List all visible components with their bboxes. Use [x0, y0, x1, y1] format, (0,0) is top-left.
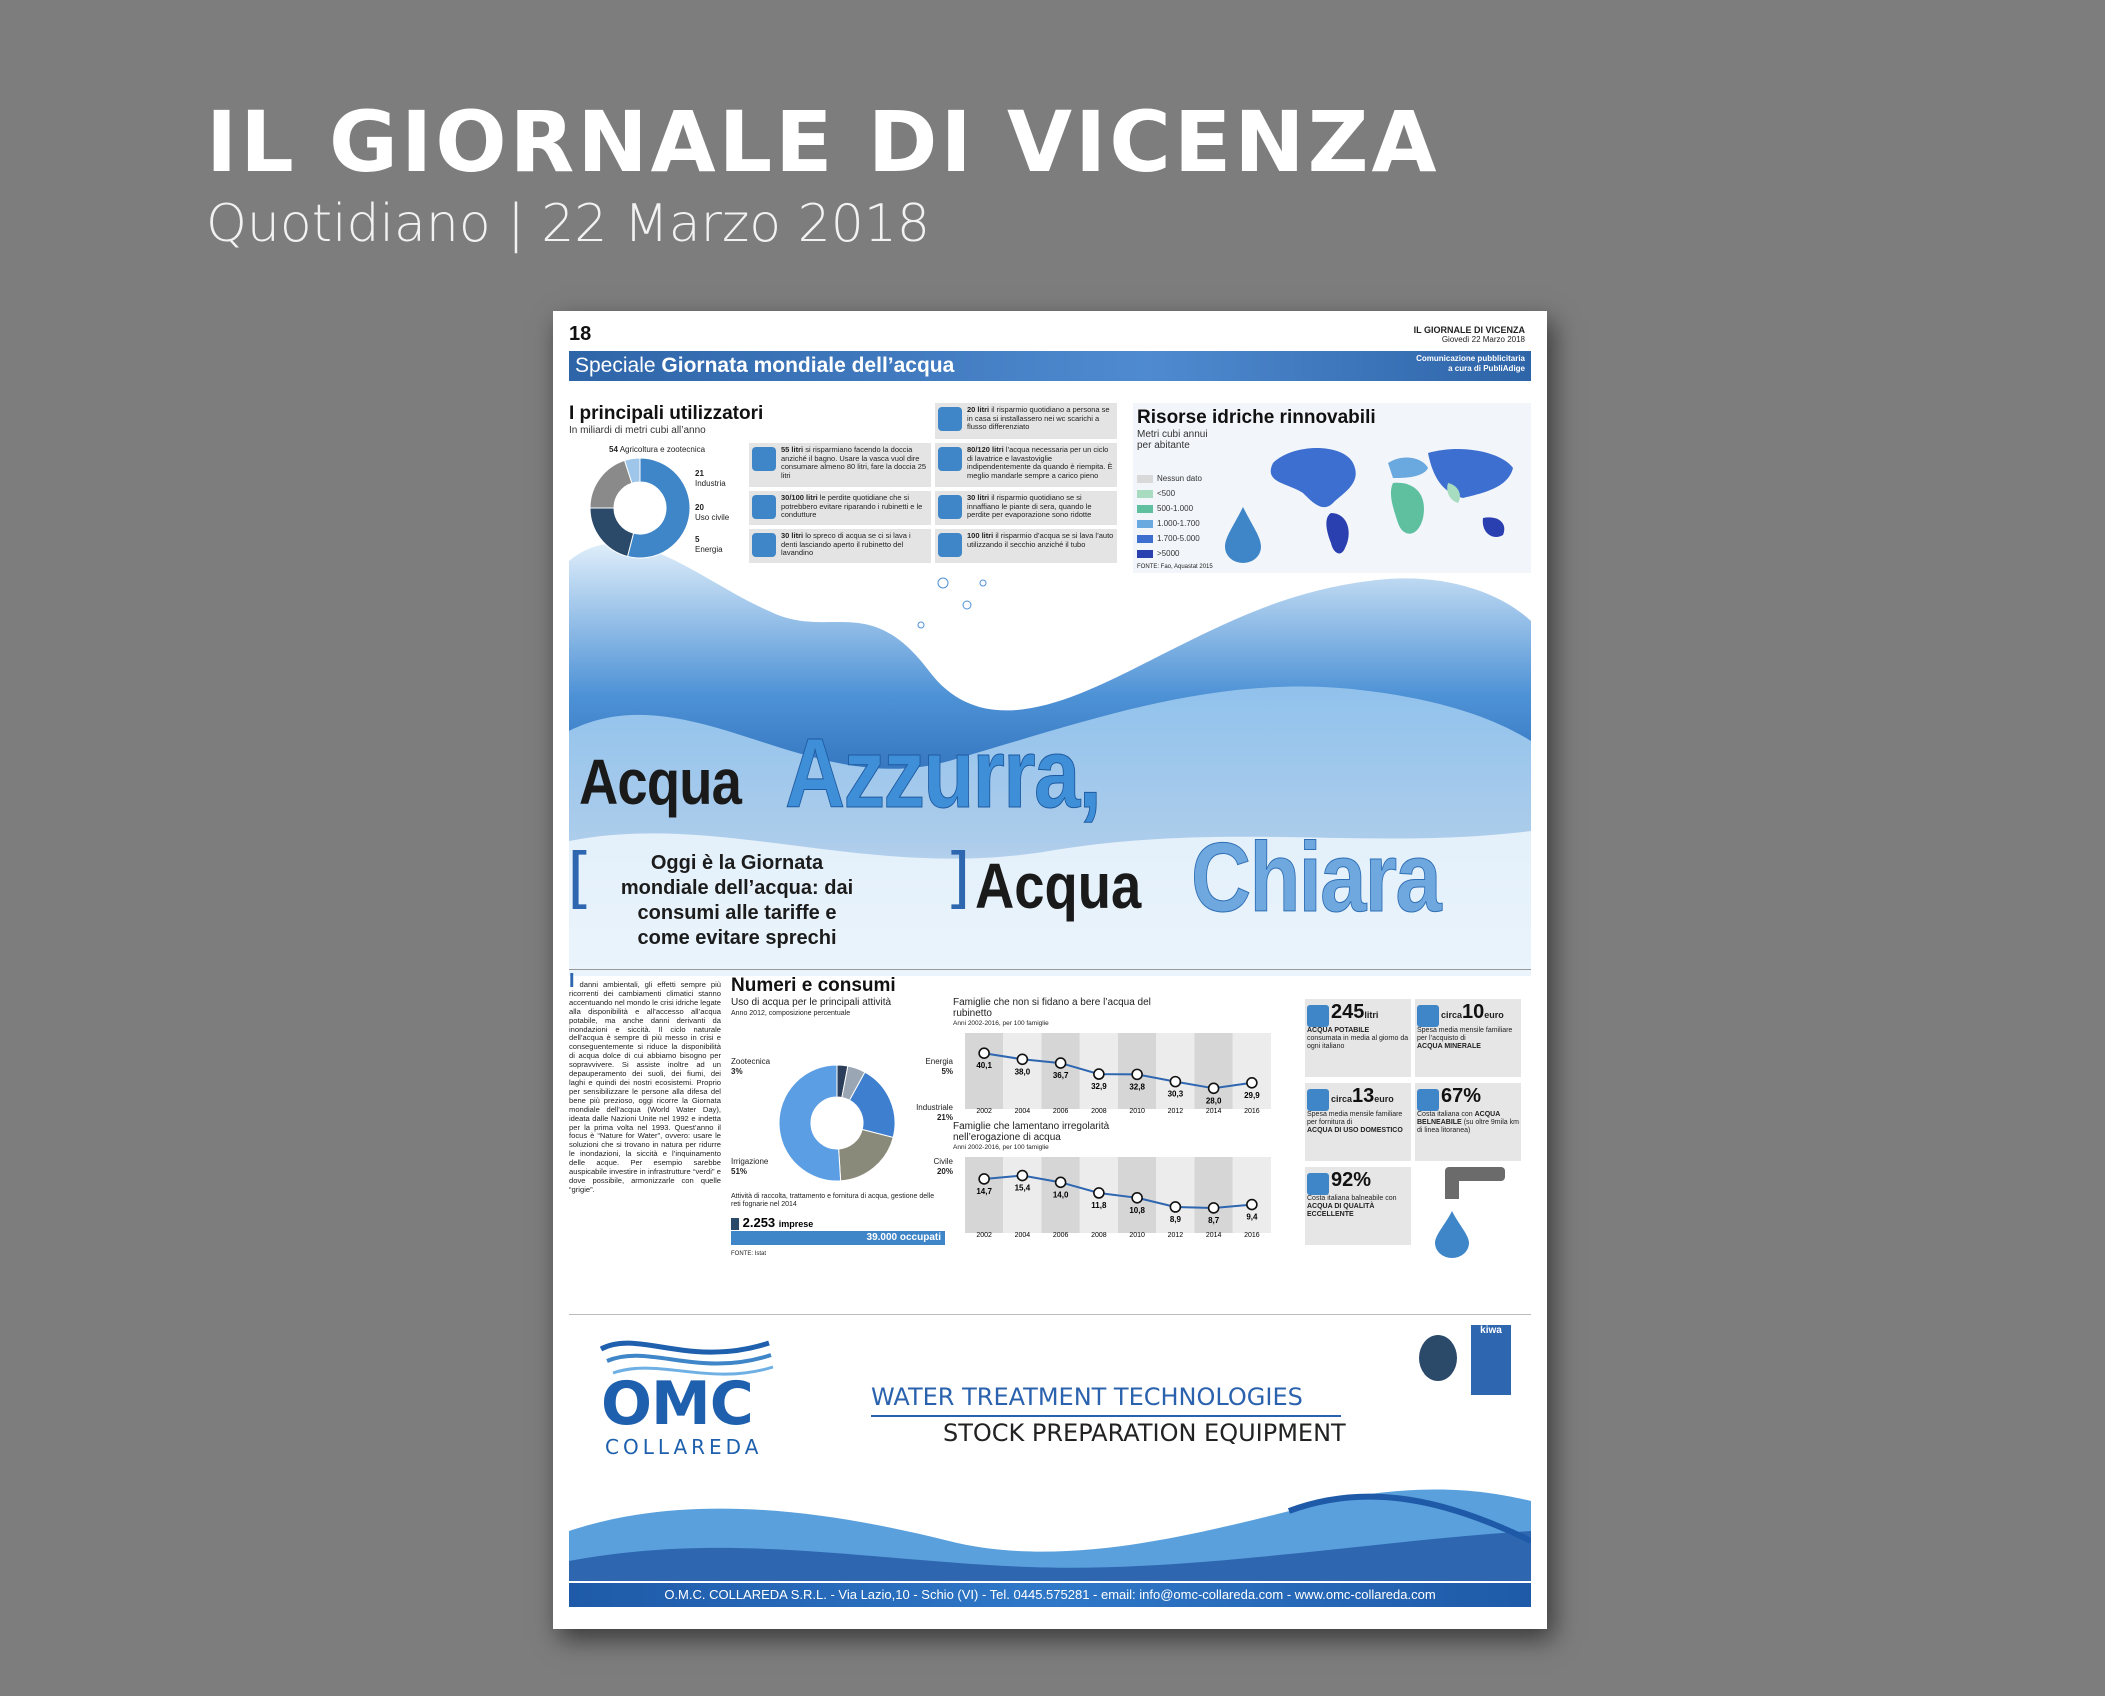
x-tick-label: 2006: [1052, 1232, 1069, 1239]
ad-note: [1416, 354, 1525, 374]
data-point: [1094, 1069, 1104, 1079]
occupati-bar: 39.000 occupati: [731, 1231, 945, 1245]
numeri-label-civile: Civile 20%: [933, 1157, 953, 1176]
legend-swatch: [1137, 490, 1153, 498]
x-tick-label: 2004: [1014, 1232, 1031, 1239]
numeri-footnote: Attività di raccolta, trattamento e fornitura di acqua, gestione delle reti fognarie nel 2014: [731, 1193, 935, 1208]
legend-label: Nessun dato: [1157, 474, 1202, 483]
x-tick-label: 2014: [1205, 1108, 1222, 1115]
legend-label: 500-1.000: [1157, 504, 1194, 513]
numeri-label-zootecnica: Zootecnica 3%: [731, 1057, 771, 1076]
legend-swatch: [1137, 505, 1153, 513]
utilizzatori-title: I principali utilizzatori: [569, 403, 764, 424]
data-label: 36,7: [1052, 1071, 1069, 1081]
article-body: I danni ambientali, gli effetti sempre più ricorrenti dei cambiamenti climatici stanno accentuando nel mondo le crisi idriche legate alla disponibilità e all’accesso all’acqua potabile, ma anche danni derivanti da inondazioni e siccità. Il ciclo naturale dell’acqua è sempre di più messo in crisi e conseguentemente si riduce la disponibilità di acqua dolce di cui abbiamo bisogno per sopravvivere. Si assiste inoltre ad un depauperamento dei suoli, dei fiumi, dei laghi e quindi dei nostri ecosistemi. Proprio per sensibilizzare le persone alla difesa del bene più prezioso, oggi ricorre la Giornata mondiale dell’acqua (World Water Day), ideata dalle Nazioni Unite nel 1992 e indetta per la prima volta nel 1993. Quest’anno il focus è “Nature for Water”, ovvero: usare le soluzioni che si trovano in natura per ridurre le inondazioni, la siccità e l’inquinamento delle acque. Per esempio sarebbe auspicabile investire in infrastrutture “verdi” e dove possibile, armonizzarle con quelle “grigie”.: [569, 970, 721, 1194]
tip-wc: 20 litri il risparmio quotidiano a persona se in casa si installassero nei wc scarichi a flusso differenziato: [935, 403, 1117, 439]
data-label: 29,9: [1244, 1090, 1260, 1100]
world-map: [1253, 423, 1523, 563]
x-tick-label: 2002: [976, 1108, 992, 1115]
donut-slice-civile: [839, 1129, 894, 1180]
tip-auto: 100 litri il risparmio d’acqua se si lava l’auto utilizzando il secchio anziché il tubo: [935, 529, 1117, 563]
chart-band: [965, 1033, 1003, 1109]
data-label: 8,9: [1169, 1214, 1181, 1224]
certification-badge-icon: [1419, 1335, 1457, 1381]
util-label-1: 21 Industria: [695, 469, 726, 488]
header-title: IL GIORNALE DI VICENZA: [206, 93, 1440, 191]
data-point: [1017, 1054, 1027, 1064]
shower-icon: [752, 447, 776, 471]
stats-grid: [1305, 999, 1531, 1259]
legend-label: >5000: [1157, 549, 1180, 558]
ad-line-1: WATER TREATMENT TECHNOLOGIES: [871, 1383, 1303, 1411]
headline-azzurra: Azzurra,: [785, 718, 1101, 828]
data-label: 40,1: [976, 1061, 992, 1071]
x-tick-label: 2004: [1014, 1108, 1031, 1115]
legend-swatch: [1137, 550, 1153, 558]
headline-acqua-1: Acqua: [579, 746, 742, 818]
car-icon: [938, 533, 962, 557]
imprese-label: imprese: [778, 1219, 814, 1229]
risorse-source: FONTE: Fao, Aquastat 2015: [1137, 564, 1213, 570]
bottle-icon: [1417, 1005, 1439, 1027]
data-label: 9,4: [1246, 1212, 1258, 1222]
sink-icon: [752, 533, 776, 557]
util-label-3: 5 Energia: [695, 535, 723, 554]
data-point: [1209, 1203, 1219, 1213]
ad-line-2: STOCK PREPARATION EQUIPMENT: [943, 1419, 1346, 1447]
headline-acqua-2: Acqua: [975, 850, 1142, 922]
numeri-box: [731, 975, 953, 1257]
x-tick-label: 2006: [1052, 1108, 1069, 1115]
data-point: [1132, 1193, 1142, 1203]
glass-icon: [1307, 1005, 1329, 1027]
data-point: [1170, 1202, 1180, 1212]
swimmer-icon: [1417, 1089, 1439, 1111]
donut-slice-industria: [590, 508, 634, 556]
tap-drop-icon: [1425, 1159, 1525, 1259]
ad-note-1: Comunicazione pubblicitaria: [1416, 354, 1525, 363]
tip-piante: 30 litri il risparmio quotidiano se si innaffiano le piante di sera, quando le perdite per evaporazione sono ridotte: [935, 491, 1117, 525]
tip-perdite: 30/100 litri le perdite quotidiane che si potrebbero evitare riparando i rubinetti e le condutture: [749, 491, 931, 525]
tip-doccia: 55 litri si risparmiano facendo la doccia anziché il bagno. Usare la vasca vuol dire consumare almeno 80 litri, fare la doccia 25 litri: [749, 443, 931, 487]
x-tick-label: 2010: [1129, 1108, 1145, 1115]
data-label: 10,8: [1129, 1205, 1145, 1215]
legend-row: [1137, 531, 1202, 546]
numeri-label-industriale: Industriale 21%: [916, 1103, 953, 1122]
legend-row: [1137, 546, 1202, 561]
risorse-subtitle-2: per abitante: [1137, 440, 1190, 451]
x-tick-label: 2012: [1167, 1108, 1184, 1115]
imprese-value: 2.253: [742, 1215, 776, 1230]
legend-swatch: [1137, 535, 1153, 543]
stat-acqua-balneabile: 67% Costa italiana con ACQUA BELNEABILE (su oltre 9mila km di linea litoranea): [1415, 1083, 1521, 1161]
numeri-note: Anno 2012, composizione percentuale: [731, 1010, 851, 1017]
util-label-2: 20 Uso civile: [695, 503, 730, 522]
numeri-source: FONTE: Istat: [731, 1251, 767, 1257]
utilizzatori-box: [569, 403, 1129, 563]
headline-chiara: Chiara: [1191, 822, 1441, 932]
risorse-subtitle-1: Metri cubi annui: [1137, 429, 1208, 440]
data-label: 15,4: [1014, 1183, 1031, 1193]
section-rule: [569, 969, 1531, 970]
omc-logo-text: OMC: [601, 1369, 753, 1439]
imprese-marker: [731, 1218, 739, 1230]
data-point: [1170, 1077, 1180, 1087]
risorse-title: Risorse idriche rinnovabili: [1137, 407, 1376, 428]
chart-irregolarita-erogazione: [953, 1153, 1283, 1241]
legend-label: 1.700-5.000: [1157, 534, 1200, 543]
data-label: 38,0: [1014, 1067, 1031, 1077]
utilizzatori-donut-chart: [585, 453, 695, 563]
line-charts: [953, 997, 1293, 1241]
data-point: [1056, 1058, 1066, 1068]
x-tick-label: 2016: [1244, 1232, 1260, 1239]
faucet-icon: [752, 495, 776, 519]
x-tick-label: 2012: [1167, 1232, 1184, 1239]
legend-label: 1.000-1.700: [1157, 519, 1200, 528]
data-label: 32,9: [1091, 1082, 1107, 1092]
ad-waves-decoration: [569, 1471, 1531, 1581]
x-tick-label: 2010: [1129, 1232, 1145, 1239]
chart1-note: Anni 2002-2016, per 100 famiglie: [953, 1020, 1049, 1027]
ad-footer: O.M.C. COLLAREDA S.R.L. - Via Lazio,10 - Schio (VI) - Tel. 0445.575281 - email: info@omc-collareda.com - www.omc-collareda.com: [569, 1583, 1531, 1607]
stat-acqua-minerale: circa10euro Spesa media mensile familiare per l’acquisto di ACQUA MINERALE: [1415, 999, 1521, 1077]
chart-sfiducia-rubinetto: [953, 1029, 1283, 1117]
masthead-date: Giovedì 22 Marzo 2018: [1441, 335, 1525, 344]
legend-row: [1137, 471, 1202, 486]
toilet-icon: [938, 407, 962, 431]
ad-separator: [569, 1314, 1531, 1315]
ad-rule: [871, 1415, 1341, 1417]
newspaper-page: [553, 311, 1547, 1629]
data-point: [979, 1174, 989, 1184]
x-tick-label: 2014: [1205, 1232, 1222, 1239]
stat-acqua-domestica: circa13euro Spesa media mensile familiare per fornitura di ACQUA DI USO DOMESTICO: [1305, 1083, 1411, 1161]
data-point: [1094, 1188, 1104, 1198]
data-point: [1132, 1069, 1142, 1079]
data-label: 14,7: [976, 1186, 992, 1196]
legend-swatch: [1137, 520, 1153, 528]
donut-slice-irrigazione: [779, 1065, 841, 1181]
washing-machine-icon: [938, 447, 962, 471]
utilizzatori-subtitle: In miliardi di metri cubi all’anno: [569, 425, 706, 436]
chart-band: [1003, 1157, 1041, 1233]
legend-row: [1137, 486, 1202, 501]
star-badge-icon: [1307, 1173, 1329, 1195]
chart1-title: Famiglie che non si fidano a bere l’acqua del rubinetto: [953, 997, 1151, 1019]
data-point: [1247, 1078, 1257, 1088]
chart2-title: Famiglie che lamentano irregolarità nell’erogazione di acqua: [953, 1121, 1110, 1143]
numeri-title: Numeri e consumi: [731, 975, 896, 996]
masthead: [1414, 325, 1525, 344]
donut-slice-uso-civile: [590, 460, 632, 508]
page-number: 18: [569, 323, 592, 345]
numeri-donut-chart: [777, 1063, 897, 1183]
risorse-box: [1133, 403, 1531, 573]
map-legend: [1137, 471, 1202, 561]
data-point: [1056, 1177, 1066, 1187]
data-point: [979, 1048, 989, 1058]
collareda-text: COLLAREDA: [605, 1435, 763, 1459]
numeri-label-energia: Energia 5%: [925, 1057, 953, 1076]
section-prefix: Speciale: [575, 354, 656, 377]
x-tick-label: 2008: [1091, 1108, 1107, 1115]
legend-label: <500: [1157, 489, 1176, 498]
chart-band: [1233, 1157, 1271, 1233]
header-subtitle: Quotidiano | 22 Marzo 2018: [206, 194, 930, 254]
x-tick-label: 2008: [1091, 1232, 1107, 1239]
data-label: 32,8: [1129, 1082, 1145, 1092]
data-label: 11,8: [1091, 1200, 1107, 1210]
masthead-title: IL GIORNALE DI VICENZA: [1413, 325, 1525, 335]
x-tick-label: 2016: [1244, 1108, 1260, 1115]
data-label: 14,0: [1052, 1190, 1069, 1200]
legend-row: [1137, 516, 1202, 531]
section-title: Giornata mondiale dell’acqua: [661, 354, 955, 377]
headline-lead: Oggi è la Giornata mondiale dell’acqua: dai consumi alle tariffe e come evitare sprechi: [620, 852, 854, 949]
legend-swatch: [1137, 475, 1153, 483]
kiwa-badge: kiwa: [1471, 1325, 1511, 1395]
data-label: 8,7: [1208, 1215, 1220, 1225]
tip-denti: 30 litri lo spreco di acqua se ci si lava i denti lasciando aperto il rubinetto del lavandino: [749, 529, 931, 563]
stat-acqua-potabile: 245litri ACQUA POTABILE consumata in media al giorno da ogni italiano: [1305, 999, 1411, 1077]
bracket-right: ]: [945, 839, 971, 916]
data-point: [1247, 1200, 1257, 1210]
x-tick-label: 2002: [976, 1232, 992, 1239]
faucet-stat-icon: [1307, 1089, 1329, 1111]
ad-note-2: a cura di PubliAdige: [1448, 364, 1525, 373]
data-label: 28,0: [1205, 1096, 1222, 1106]
data-point: [1017, 1171, 1027, 1181]
util-label-0: 54 Agricoltura e zootecnica: [609, 445, 706, 454]
numeri-label-irrigazione: Irrigazione 51%: [731, 1157, 769, 1176]
watering-can-icon: [938, 495, 962, 519]
tip-lavatrice: 80/120 litri l’acqua necessaria per un ciclo di lavatrice e lavastoviglie indipendentemente da quando è riempita. È meglio mandarle sempre a carico pieno: [935, 443, 1117, 487]
bracket-left: [: [567, 839, 593, 916]
data-point: [1209, 1083, 1219, 1093]
legend-row: [1137, 501, 1202, 516]
stat-qualita-eccellente: 92% Costa italiana balneabile con ACQUA DI QUALITÀ ECCELLENTE: [1305, 1167, 1411, 1245]
numeri-subtitle: Uso di acqua per le principali attività: [731, 997, 892, 1008]
chart2-note: Anni 2002-2016, per 100 famiglie: [953, 1144, 1049, 1151]
data-label: 30,3: [1167, 1089, 1184, 1099]
imprese-count: [731, 1215, 813, 1230]
section-bar: [569, 351, 1531, 381]
